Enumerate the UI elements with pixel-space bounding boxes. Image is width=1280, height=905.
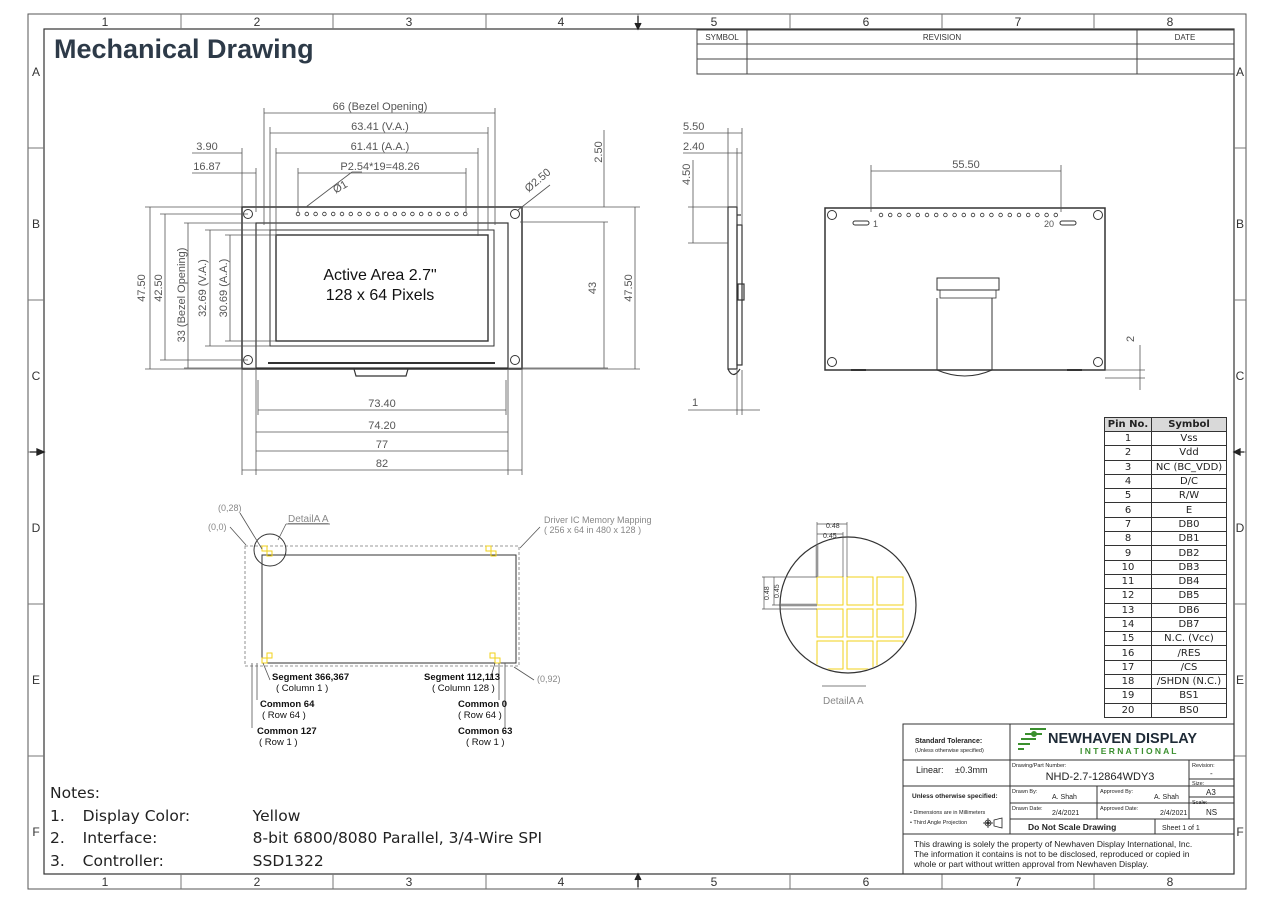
- pin-number: 18: [1105, 675, 1152, 689]
- col-label-top: 1: [101, 15, 109, 29]
- dim-30-69-aa: 30.69 (A.A.): [218, 258, 230, 318]
- detail-a: [762, 522, 916, 686]
- detail-a-label: DetailA A: [823, 696, 864, 707]
- driver-ic-mapping: Driver IC Memory Mapping: [544, 515, 652, 525]
- common-63: Common 63: [458, 726, 513, 737]
- approved-by-label: Approved By:: [1100, 789, 1134, 795]
- dim-hole-2-50: Ø2.50: [522, 166, 554, 195]
- pin-hole: [384, 212, 388, 216]
- pin-hole: [1008, 213, 1012, 217]
- note-value: SSD1322: [252, 851, 324, 870]
- dim-42-50-left: 42.50: [153, 274, 165, 302]
- pin-row: [1105, 689, 1227, 703]
- row-label-left: B: [31, 217, 41, 231]
- pin-hole: [1045, 213, 1049, 217]
- linear-value: ±0.3mm: [955, 765, 988, 775]
- pin-hole: [446, 212, 450, 216]
- pin-symbol: DB5: [1152, 589, 1227, 603]
- pin-row: [1105, 546, 1227, 560]
- side-dimension-lines: [683, 128, 760, 415]
- back-dimension-lines: [871, 165, 1145, 390]
- part-number: NHD-2.7-12864WDY3: [1045, 771, 1155, 783]
- pin-hole: [980, 213, 984, 217]
- property-line-1: This drawing is solely the property of Newhaven Display International, Inc.: [914, 839, 1193, 849]
- scale-label: Scale:: [1192, 800, 1208, 806]
- pin-number: 12: [1105, 589, 1152, 603]
- back-pin-row: [879, 213, 1057, 217]
- pin-hole: [990, 213, 994, 217]
- pin-number: 2: [1105, 446, 1152, 460]
- pin-hole: [1017, 213, 1021, 217]
- dim-hole-1: Ø1: [331, 178, 350, 197]
- common-63-row: ( Row 1 ): [466, 737, 505, 748]
- symbol-header: Symbol: [1152, 418, 1227, 432]
- pin-row: [1105, 603, 1227, 617]
- pin-number: 8: [1105, 532, 1152, 546]
- pin-hole: [888, 213, 892, 217]
- dim-73-40: 73.40: [368, 398, 396, 410]
- pin-number: 5: [1105, 489, 1152, 503]
- pin-symbol: DB2: [1152, 546, 1227, 560]
- common-64: Common 64: [260, 699, 315, 710]
- active-area-pixels: 128 x 64 Pixels: [325, 287, 435, 304]
- row-label-left: C: [31, 369, 41, 383]
- active-area-label: Active Area 2.7": [323, 267, 437, 284]
- segment-left-col: ( Column 1 ): [276, 683, 329, 694]
- dim-77: 77: [375, 439, 389, 451]
- pin-number: 10: [1105, 560, 1152, 574]
- pin-row: [1105, 532, 1227, 546]
- col-label-top: 7: [1014, 15, 1022, 29]
- std-tol-label: Standard Tolerance:: [915, 738, 983, 745]
- col-label-bottom: 6: [862, 875, 870, 889]
- coord-0-28: (0,28): [218, 503, 242, 513]
- pin-hole: [962, 213, 966, 217]
- pin-hole: [305, 212, 309, 216]
- pin-hole: [1054, 213, 1058, 217]
- rev-revision-header: REVISION: [922, 33, 962, 42]
- std-tol-sub: (Unless otherwise specified): [915, 748, 984, 754]
- pin-hole: [314, 212, 318, 216]
- col-label-bottom: 3: [405, 875, 413, 889]
- pin-symbol: Vss: [1152, 432, 1227, 446]
- pin-hole: [411, 212, 415, 216]
- third-angle-projection-icon: [983, 818, 1002, 828]
- pin-table: [1104, 417, 1227, 718]
- newhaven-logo-icon: [1018, 729, 1046, 749]
- note-num: 1.: [50, 806, 65, 825]
- dim-2-40: 2.40: [683, 141, 705, 153]
- pin-symbol: N.C. (Vcc): [1152, 632, 1227, 646]
- pin-hole: [879, 213, 883, 217]
- mount-hole: [511, 210, 520, 219]
- dim-32-69-va: 32.69 (V.A.): [197, 259, 209, 317]
- dim-33-bezel: 33 (Bezel Opening): [176, 247, 188, 343]
- pin-number: 11: [1105, 574, 1152, 588]
- notes-heading: Notes:: [50, 784, 100, 802]
- row-label-right: C: [1235, 369, 1245, 383]
- dim-43-right: 43: [587, 281, 599, 295]
- logo-wordmark: NEWHAVEN DISPLAY: [1048, 731, 1198, 747]
- pin-symbol: DB7: [1152, 617, 1227, 631]
- pin-number: 6: [1105, 503, 1152, 517]
- note-item: [50, 850, 542, 873]
- dim-va-width: 63.41 (V.A.): [351, 121, 409, 133]
- size-value: A3: [1206, 788, 1216, 797]
- pin-number: 16: [1105, 646, 1152, 660]
- pin-symbol: /CS: [1152, 660, 1227, 674]
- drawn-by: A. Shah: [1052, 794, 1077, 801]
- pin-symbol: Vdd: [1152, 446, 1227, 460]
- pin-hole: [437, 212, 441, 216]
- pin-symbol: DB4: [1152, 574, 1227, 588]
- col-label-top: 6: [862, 15, 870, 29]
- pin-row: [1105, 589, 1227, 603]
- note-item: [50, 805, 542, 828]
- inner-frame: [44, 29, 1234, 874]
- dim-bezel-opening-width: 66 (Bezel Opening): [332, 101, 428, 113]
- dim-5-50: 5.50: [683, 121, 705, 133]
- dims-mm-note: • Dimensions are in Millimeters: [910, 810, 986, 816]
- pin-row: [1105, 660, 1227, 674]
- dim-47-50-left: 47.50: [136, 274, 148, 302]
- unless-label: Unless otherwise specified:: [912, 793, 998, 800]
- row-label-left: E: [31, 673, 41, 687]
- pin-hole: [375, 212, 379, 216]
- size-label: Size:: [1192, 781, 1205, 787]
- note-label: Controller:: [82, 851, 164, 870]
- pin-symbol: /SHDN (N.C.): [1152, 675, 1227, 689]
- col-label-bottom: 1: [101, 875, 109, 889]
- front-pin-row: [296, 212, 467, 216]
- common-0-row: ( Row 64 ): [458, 710, 502, 721]
- pin-hole: [323, 212, 327, 216]
- segment-right-col: ( Column 128 ): [432, 683, 495, 694]
- detail-dim-045-v: 0.45: [774, 584, 781, 598]
- page-title: Mechanical Drawing: [54, 34, 314, 64]
- pin-hole: [953, 213, 957, 217]
- pin-label-first: 1: [873, 219, 879, 229]
- property-line-3: whole or part without written approval from Newhaven Display.: [914, 859, 1149, 869]
- property-line-2: The information it contains is not to be disclosed, reproduced or copied in: [914, 849, 1190, 859]
- pin-symbol: NC (BC_VDD): [1152, 460, 1227, 474]
- side-view: [728, 207, 744, 375]
- pin-number: 17: [1105, 660, 1152, 674]
- pin-hole: [999, 213, 1003, 217]
- pin-number: 7: [1105, 517, 1152, 531]
- pin-row: [1105, 503, 1227, 517]
- segment-right: Segment 112,113: [424, 672, 501, 683]
- detail-circle: [254, 534, 286, 566]
- pin-hole: [925, 213, 929, 217]
- part-number-label: Drawing/Part Number:: [1012, 763, 1067, 769]
- row-label-left: A: [31, 65, 41, 79]
- pin-hole: [367, 212, 371, 216]
- linear-label: Linear:: [916, 765, 944, 775]
- pin-number: 4: [1105, 474, 1152, 488]
- col-label-top: 5: [710, 15, 718, 29]
- pin-hole: [358, 212, 362, 216]
- pin-hole: [916, 213, 920, 217]
- dim-16-87: 16.87: [193, 161, 221, 173]
- detail-dim-048: 0.48: [826, 523, 840, 530]
- pin-hole: [402, 212, 406, 216]
- drawn-by-label: Drawn By:: [1012, 789, 1038, 795]
- pin-row: [1105, 574, 1227, 588]
- pin-number: 1: [1105, 432, 1152, 446]
- row-label-right: F: [1236, 825, 1244, 839]
- pin-row: [1105, 646, 1227, 660]
- dim-2-back: 2: [1125, 335, 1137, 342]
- approved-by: A. Shah: [1154, 794, 1179, 801]
- dim-55-50: 55.50: [952, 159, 980, 171]
- revision-value: -: [1210, 769, 1213, 778]
- coord-0-92: (0,92): [537, 674, 561, 684]
- pin-symbol: DB0: [1152, 517, 1227, 531]
- drawn-date: 2/4/2021: [1052, 810, 1080, 817]
- pin-number: 15: [1105, 632, 1152, 646]
- pin-row: [1105, 617, 1227, 631]
- note-value: Yellow: [252, 806, 301, 825]
- dim-1-side: 1: [692, 397, 699, 409]
- pin-symbol: BS1: [1152, 689, 1227, 703]
- col-label-top: 2: [253, 15, 261, 29]
- pin-hole: [907, 213, 911, 217]
- pin-hole: [934, 213, 938, 217]
- pin-symbol: DB1: [1152, 532, 1227, 546]
- logo-subtitle: I N T E R N A T I O N A L: [1080, 746, 1177, 756]
- pin-symbol: DB3: [1152, 560, 1227, 574]
- common-127-row: ( Row 1 ): [259, 737, 298, 748]
- pin-row: [1105, 560, 1227, 574]
- dim-82: 82: [375, 458, 389, 470]
- note-item: [50, 827, 542, 850]
- common-127: Common 127: [257, 726, 317, 737]
- center-arrow-left: [30, 449, 44, 455]
- row-label-right: E: [1235, 673, 1245, 687]
- dim-pitch: P2.54*19=48.26: [340, 161, 420, 173]
- pin-hole: [393, 212, 397, 216]
- col-label-top: 4: [557, 15, 565, 29]
- driver-ic-mapping-sub: ( 256 x 64 in 480 x 128 ): [544, 525, 642, 535]
- col-label-bottom: 2: [253, 875, 261, 889]
- center-arrow-bottom: [635, 874, 641, 887]
- note-value: 8-bit 6800/8080 Parallel, 3/4-Wire SPI: [252, 829, 543, 847]
- pin-row: [1105, 489, 1227, 503]
- dim-3-90: 3.90: [196, 141, 218, 153]
- pin-hole: [428, 212, 432, 216]
- sheet-number: Sheet 1 of 1: [1162, 825, 1200, 832]
- detail-dim-048-v: 0.48: [764, 586, 771, 600]
- third-angle-note: • Third Angle Projection: [910, 820, 968, 826]
- common-0: Common 0: [458, 699, 508, 710]
- drawn-date-label: Drawn Date:: [1012, 806, 1043, 812]
- mount-hole: [511, 356, 520, 365]
- rev-symbol-header: SYMBOL: [705, 33, 739, 42]
- revision-table: [697, 30, 1234, 74]
- center-arrow-right: [1234, 449, 1244, 455]
- pin-hole: [944, 213, 948, 217]
- rev-date-header: DATE: [1174, 33, 1196, 42]
- pin-number: 13: [1105, 603, 1152, 617]
- col-label-top: 3: [405, 15, 413, 29]
- pin-row: [1105, 460, 1227, 474]
- col-label-bottom: 7: [1014, 875, 1022, 889]
- note-num: 2.: [50, 829, 65, 847]
- col-label-bottom: 4: [557, 875, 565, 889]
- detail-dim-045: 0.45: [823, 533, 837, 540]
- pin-hole: [340, 212, 344, 216]
- pin-symbol: E: [1152, 503, 1227, 517]
- pin-row: [1105, 446, 1227, 460]
- coord-0-0: (0,0): [208, 522, 227, 532]
- pin-row: [1105, 432, 1227, 446]
- detail-a-ref: DetailA A: [288, 514, 329, 525]
- back-view: [825, 208, 1105, 376]
- pin-number: 14: [1105, 617, 1152, 631]
- pin-symbol: R/W: [1152, 489, 1227, 503]
- note-label: Interface:: [82, 829, 158, 847]
- dim-aa-width: 61.41 (A.A.): [350, 141, 410, 153]
- pin-row: [1105, 517, 1227, 531]
- note-num: 3.: [50, 851, 65, 870]
- approved-date: 2/4/2021: [1160, 810, 1188, 817]
- row-label-right: D: [1235, 521, 1245, 535]
- col-label-bottom: 5: [710, 875, 718, 889]
- common-64-row: ( Row 64 ): [262, 710, 306, 721]
- dim-74-20: 74.20: [368, 420, 396, 432]
- row-label-right: A: [1235, 65, 1245, 79]
- pin-row: [1105, 632, 1227, 646]
- pin-number: 3: [1105, 460, 1152, 474]
- pin-hole: [1036, 213, 1040, 217]
- memory-map: [230, 513, 540, 728]
- pin-row: [1105, 703, 1227, 717]
- pin-label-last: 20: [1044, 219, 1055, 229]
- row-label-left: D: [31, 521, 41, 535]
- pin-no-header: Pin No.: [1105, 418, 1152, 432]
- pin-hole: [463, 212, 467, 216]
- row-label-left: F: [32, 825, 40, 839]
- approved-date-label: Approved Date:: [1100, 806, 1139, 812]
- pin-symbol: /RES: [1152, 646, 1227, 660]
- pin-row: [1105, 474, 1227, 488]
- row-label-right: B: [1235, 217, 1245, 231]
- center-arrow-top: [635, 16, 641, 29]
- pin-hole: [1026, 213, 1030, 217]
- pin-symbol: D/C: [1152, 474, 1227, 488]
- col-label-top: 8: [1166, 15, 1174, 29]
- pin-hole: [331, 212, 335, 216]
- pin-hole: [971, 213, 975, 217]
- do-not-scale: Do Not Scale Drawing: [1028, 822, 1117, 832]
- pin-hole: [898, 213, 902, 217]
- pin-number: 9: [1105, 546, 1152, 560]
- pin-hole: [455, 212, 459, 216]
- pin-number: 19: [1105, 689, 1152, 703]
- pin-symbol: BS0: [1152, 703, 1227, 717]
- pin-row: [1105, 675, 1227, 689]
- segment-left: Segment 366,367: [272, 672, 350, 683]
- note-label: Display Color:: [82, 806, 191, 825]
- col-label-bottom: 8: [1166, 875, 1174, 889]
- revision-label: Revision:: [1192, 763, 1215, 769]
- pin-hole: [296, 212, 300, 216]
- dim-47-50-right: 47.50: [623, 274, 635, 302]
- dim-4-50: 4.50: [681, 163, 693, 185]
- pin-hole: [349, 212, 353, 216]
- pin-number: 20: [1105, 703, 1152, 717]
- pin-symbol: DB6: [1152, 603, 1227, 617]
- scale-value: NS: [1206, 808, 1218, 817]
- pin-hole: [419, 212, 423, 216]
- dim-2-50-top: 2.50: [593, 141, 605, 163]
- notes: [50, 782, 542, 872]
